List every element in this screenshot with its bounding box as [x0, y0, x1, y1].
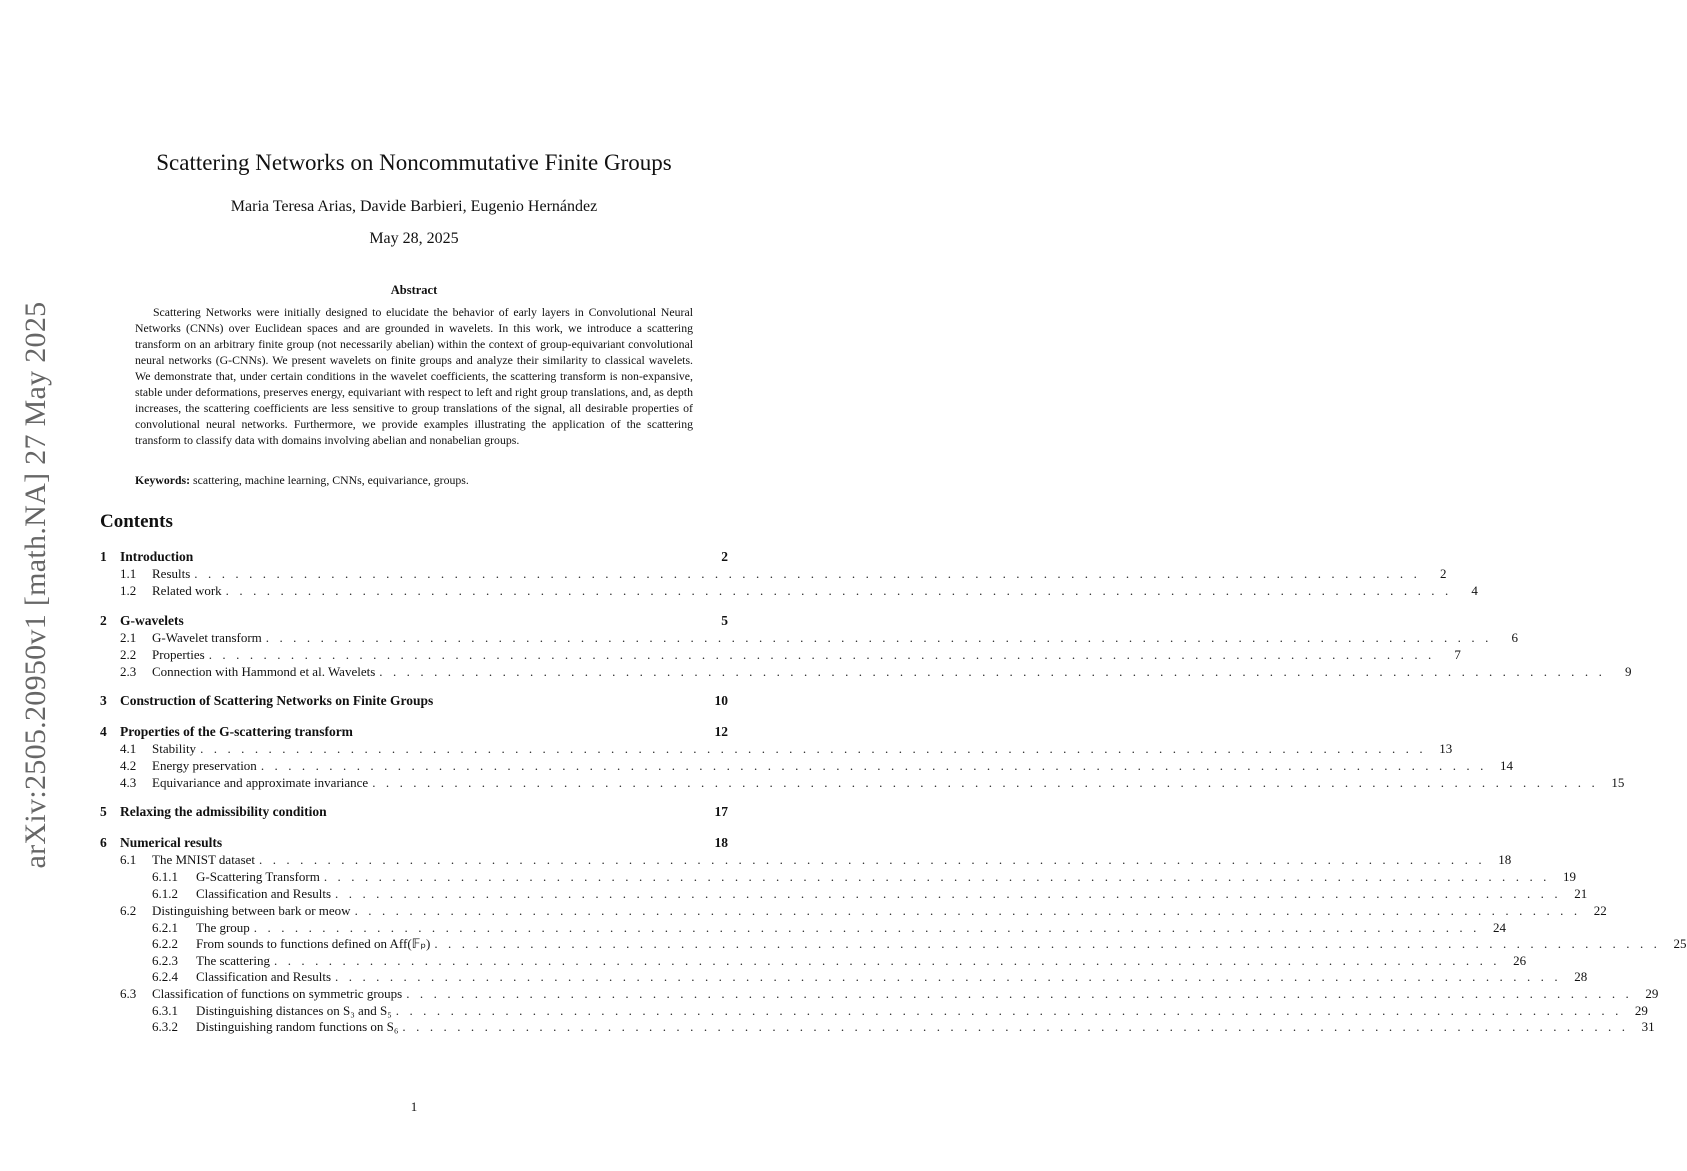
toc-entry-number: 4 — [100, 724, 107, 739]
toc-entry-page[interactable]: 29 — [1645, 986, 1659, 1001]
table-of-contents — [100, 0, 1687, 1171]
toc-leader-dots: . . . . . . . . . . . . . . . . . . . . . . . . . . . . . . . . . . . . . . . . . . . . . . . . . . . . . . . . . . . . . . . . . . . . . . . . . . . . . . . . . . . . . . . . . . — [225, 583, 1452, 598]
toc-entry-title[interactable]: Properties — [152, 647, 205, 662]
toc-entry-title[interactable]: Energy preservation — [152, 758, 257, 773]
toc-entry-title[interactable]: The MNIST dataset — [152, 852, 256, 867]
toc-entry[interactable] — [100, 612, 728, 629]
toc-entry-page[interactable]: 25 — [1673, 936, 1687, 951]
toc-entry[interactable] — [100, 548, 728, 565]
toc-entry[interactable] — [100, 740, 1453, 757]
toc-leader-dots: . . . . . . . . . . . . . . . . . . . . . . . . . . . . . . . . . . . . . . . . . . . . . . . . . . . . . . . . . . . . . . . . . . . . . . . . . . . . . . . . . . . . . . . . . . — [208, 647, 1435, 662]
toc-entry-title[interactable]: Numerical results — [120, 835, 223, 850]
toc-entry[interactable] — [100, 629, 1518, 646]
toc-entry[interactable] — [100, 968, 1588, 985]
toc-entry[interactable] — [100, 663, 1632, 680]
toc-entry-page[interactable]: 13 — [1439, 741, 1453, 756]
toc-entry-page[interactable]: 24 — [1492, 920, 1506, 935]
toc-entry-number: 6.2.1 — [152, 920, 178, 935]
toc-entry-page[interactable]: 5 — [721, 613, 728, 628]
toc-entry-number: 4.1 — [120, 741, 137, 756]
keywords-label: Keywords: — [135, 473, 191, 487]
toc-entry-number: 4.2 — [120, 758, 137, 773]
toc-entry-page[interactable]: 9 — [1624, 664, 1632, 679]
toc-entry[interactable] — [100, 834, 728, 851]
toc-entry-title[interactable]: The scattering — [196, 953, 270, 968]
toc-entry-number: 6.2 — [120, 903, 137, 918]
arxiv-sidebar-stamp — [14, 301, 58, 869]
toc-entry-page[interactable]: 29 — [1634, 1003, 1648, 1018]
toc-entry[interactable] — [100, 919, 1506, 936]
toc-entry-title[interactable]: G-Scattering Transform — [196, 869, 320, 884]
toc-entry-page[interactable]: 31 — [1641, 1019, 1655, 1034]
toc-leader-dots: . . . . . . . . . . . . . . . . . . . . . . . . . . . . . . . . . . . . . . . . . . . . . . . . . . . . . . . . . . . . . . . . . . . . . . . . . . . . . . . . . . . . . . . . . . — [395, 1003, 1622, 1018]
toc-entry-number: 2.3 — [120, 664, 137, 679]
toc-entry-page[interactable]: 2 — [1439, 566, 1447, 581]
toc-entry-page[interactable]: 14 — [1499, 758, 1513, 773]
toc-leader-dots: . . . . . . . . . . . . . . . . . . . . . . . . . . . . . . . . . . . . . . . . . . . . . . . . . . . . . . . . . . . . . . . . . . . . . . . . . . . . . . . . . . . . . . . . . . — [434, 936, 1661, 951]
toc-entry[interactable] — [100, 803, 728, 820]
toc-entry-number: 6.3.1 — [152, 1003, 178, 1018]
toc-entry[interactable] — [100, 985, 1659, 1002]
toc-leader-dots: . . . . . . . . . . . . . . . . . . . . . . . . . . . . . . . . . . . . . . . . . . . . . . . . . . . . . . . . . . . . . . . . . . . . . . . . . . . . . . . . . . . . . . . . . . — [354, 903, 1581, 918]
toc-entry[interactable] — [100, 565, 1447, 582]
toc-entry-page[interactable]: 12 — [714, 724, 728, 739]
toc-leader-dots: . . . . . . . . . . . . . . . . . . . . . . . . . . . . . . . . . . . . . . . . . . . . . . . . . . . . . . . . . . . . . . . . . . . . . . . . . . . . . . . . . . . . . . . . . . — [260, 758, 1487, 773]
toc-entry-number: 6.1 — [120, 852, 137, 867]
toc-leader-dots: . . . . . . . . . . . . . . . . . . . . . . . . . . . . . . . . . . . . . . . . . . . . . . . . . . . . . . . . . . . . . . . . . . . . . . . . . . . . . . . . . . . . . . . . . . — [259, 852, 1486, 867]
toc-entry-title[interactable]: Relaxing the admissibility condition — [120, 804, 327, 819]
toc-entry-page[interactable]: 22 — [1593, 903, 1607, 918]
toc-leader-dots: . . . . . . . . . . . . . . . . . . . . . . . . . . . . . . . . . . . . . . . . . . . . . . . . . . . . . . . . . . . . . . . . . . . . . . . . . . . . . . . . . . . . . . . . . . — [194, 566, 1421, 581]
toc-entry-page[interactable]: 17 — [714, 804, 728, 819]
toc-entry-number: 4.3 — [120, 775, 137, 790]
abstract-body: Scattering Networks were initially designed to elucidate the behavior of early layers in Convolutional Neural Networks (CNNs) over Euclidean spaces and are grounded in wavelets. In this work, we introduce a scattering transform on an arbitrary finite group (not necessarily abelian) within the context of group-equivariant convolutional neural networks (G-CNNs). We present wavelets on finite groups and analyze their similarity to classical wavelets. We demonstrate that, under certain conditions in the wavelet coefficients, the scattering transform is non-expansive, stable under deformations, preserves energy, equivariant with respect to left and right group translations, and, as depth increases, the scattering coefficients are less sensitive to group translations of the signal, all desirable properties of convolutional neural networks. Furthermore, we provide examples illustrating the application of the scattering transform to classify data with domains involving abelian and nonabelian groups. — [135, 305, 693, 447]
toc-entry-title[interactable]: G-Wavelet transform — [152, 630, 262, 645]
toc-entry-page[interactable]: 6 — [1511, 630, 1518, 645]
toc-entry-number: 1.1 — [120, 566, 137, 581]
toc-entry-title[interactable]: Introduction — [120, 549, 194, 564]
toc-leader-dots: . . . . . . . . . . . . . . . . . . . . . . . . . . . . . . . . . . . . . . . . . . . . . . . . . . . . . . . . . . . . . . . . . . . . . . . . . . . . . . . . . . . . . . . . . . — [253, 920, 1480, 935]
toc-entry[interactable] — [100, 757, 1513, 774]
toc-entry-number: 6.3 — [120, 986, 137, 1001]
toc-entry-number: 6.1.1 — [152, 869, 178, 884]
toc-leader-dots: . . . . . . . . . . . . . . . . . . . . . . . . . . . . . . . . . . . . . . . . . . . . . . . . . . . . . . . . . . . . . . . . . . . . . . . . . . . . . . . . . . . . . . . . . . — [200, 741, 1427, 756]
toc-entry-number: 3 — [100, 693, 107, 708]
toc-entry-number: 6.1.2 — [152, 886, 178, 901]
toc-entry-number: 1.2 — [120, 583, 137, 598]
toc-entry-title[interactable]: Classification and Results — [196, 886, 332, 901]
toc-entry-page[interactable]: 26 — [1513, 953, 1527, 968]
toc-entry-title[interactable]: Distinguishing random functions on S₆ — [196, 1019, 399, 1034]
page-number: 1 — [410, 1099, 418, 1114]
toc-entry[interactable] — [100, 885, 1588, 902]
toc-entry-title[interactable]: Properties of the G-scattering transform — [120, 724, 353, 739]
toc-entry-title[interactable]: Distinguishing between bark or meow — [152, 903, 351, 918]
toc-leader-dots: . . . . . . . . . . . . . . . . . . . . . . . . . . . . . . . . . . . . . . . . . . . . . . . . . . . . . . . . . . . . . . . . . . . . . . . . . . . . . . . . . . . . . . . . . . — [335, 969, 1562, 984]
abstract-heading: Abstract — [390, 283, 438, 297]
toc-entry-title[interactable]: Related work — [152, 583, 222, 598]
toc-entry-title[interactable]: Classification of functions on symmetric groups — [152, 986, 403, 1001]
toc-entry-title[interactable]: Distinguishing distances on S₃ and S₅ — [196, 1003, 392, 1018]
toc-entry[interactable] — [100, 582, 1478, 599]
toc-entry-page[interactable]: 18 — [1498, 852, 1512, 867]
toc-entry-number: 6 — [100, 835, 107, 850]
toc-entry-page[interactable]: 2 — [721, 549, 728, 564]
keywords-text: scattering, machine learning, CNNs, equivariance, groups. — [193, 473, 469, 487]
toc-leader-dots: . . . . . . . . . . . . . . . . . . . . . . . . . . . . . . . . . . . . . . . . . . . . . . . . . . . . . . . . . . . . . . . . . . . . . . . . . . . . . . . . . . . . . . . . . . — [379, 664, 1606, 679]
toc-entry-page[interactable]: 19 — [1563, 869, 1577, 884]
toc-leader-dots: . . . . . . . . . . . . . . . . . . . . . . . . . . . . . . . . . . . . . . . . . . . . . . . . . . . . . . . . . . . . . . . . . . . . . . . . . . . . . . . . . . . . . . . . . . — [335, 886, 1562, 901]
contents-heading: Contents — [100, 511, 173, 532]
toc-entry[interactable] — [100, 692, 728, 709]
toc-entry-number: 2.1 — [120, 630, 137, 645]
toc-entry[interactable] — [100, 868, 1577, 885]
toc-entry-title[interactable]: Equivariance and approximate invariance — [152, 775, 369, 790]
toc-entry-page[interactable]: 10 — [714, 693, 728, 708]
toc-entry-number: 6.2.3 — [152, 953, 178, 968]
toc-entry-number: 5 — [100, 804, 107, 819]
toc-leader-dots: . . . . . . . . . . . . . . . . . . . . . . . . . . . . . . . . . . . . . . . . . . . . . . . . . . . . . . . . . . . . . . . . . . . . . . . . . . . . . . . . . . . . . . . . . . — [274, 953, 1501, 968]
toc-entry-title[interactable]: G-wavelets — [120, 613, 184, 628]
toc-entry-title[interactable]: Classification and Results — [196, 969, 332, 984]
toc-entry[interactable] — [100, 952, 1527, 969]
toc-entry[interactable] — [100, 851, 1512, 868]
paper-date: May 28, 2025 — [369, 230, 459, 247]
toc-entry-title[interactable]: Connection with Hammond et al. Wavelets — [152, 664, 376, 679]
toc-entry[interactable] — [100, 1002, 1648, 1019]
toc-entry[interactable] — [100, 902, 1607, 919]
toc-entry-page[interactable]: 15 — [1611, 775, 1625, 790]
toc-leader-dots: . . . . . . . . . . . . . . . . . . . . . . . . . . . . . . . . . . . . . . . . . . . . . . . . . . . . . . . . . . . . . . . . . . . . . . . . . . . . . . . . . . . . . . . . . . — [406, 986, 1633, 1001]
toc-entry-title[interactable]: Stability — [152, 741, 197, 756]
toc-entry-page[interactable]: 18 — [714, 835, 728, 850]
toc-entry-number: 2 — [100, 613, 107, 628]
toc-entry-page[interactable]: 7 — [1454, 647, 1461, 662]
toc-leader-dots: . . . . . . . . . . . . . . . . . . . . . . . . . . . . . . . . . . . . . . . . . . . . . . . . . . . . . . . . . . . . . . . . . . . . . . . . . . . . . . . . . . . . . . . . . . — [265, 630, 1492, 645]
paper-authors: Maria Teresa Arias, Davide Barbieri, Eugenio Hernández — [230, 198, 598, 215]
toc-entry-number: 2.2 — [120, 647, 137, 662]
toc-entry-title[interactable]: Construction of Scattering Networks on Finite Groups — [120, 693, 434, 708]
paper-title: Scattering Networks on Noncommutative Finite Groups — [156, 150, 672, 175]
toc-entry[interactable] — [100, 646, 1461, 663]
toc-entry[interactable] — [100, 774, 1625, 791]
toc-entry-number: 6.2.4 — [152, 969, 178, 984]
toc-entry-page[interactable]: 28 — [1574, 969, 1588, 984]
toc-leader-dots: . . . . . . . . . . . . . . . . . . . . . . . . . . . . . . . . . . . . . . . . . . . . . . . . . . . . . . . . . . . . . . . . . . . . . . . . . . . . . . . . . . . . . . . . . . — [402, 1019, 1629, 1034]
toc-entry-number: 6.2.2 — [152, 936, 178, 951]
toc-leader-dots: . . . . . . . . . . . . . . . . . . . . . . . . . . . . . . . . . . . . . . . . . . . . . . . . . . . . . . . . . . . . . . . . . . . . . . . . . . . . . . . . . . . . . . . . . . — [323, 869, 1551, 884]
toc-entry-page[interactable]: 21 — [1574, 886, 1588, 901]
toc-entry[interactable] — [100, 1018, 1655, 1035]
toc-entry-number: 6.3.2 — [152, 1019, 178, 1034]
toc-entry[interactable] — [100, 723, 728, 740]
toc-leader-dots: . . . . . . . . . . . . . . . . . . . . . . . . . . . . . . . . . . . . . . . . . . . . . . . . . . . . . . . . . . . . . . . . . . . . . . . . . . . . . . . . . . . . . . . . . . — [372, 775, 1599, 790]
toc-entry-page[interactable]: 4 — [1471, 583, 1478, 598]
toc-entry-title[interactable]: The group — [196, 920, 250, 935]
arxiv-identifier: arXiv:2505.20950v1 [math.NA] 27 May 2025 — [19, 301, 52, 869]
toc-entry-title[interactable]: Results — [152, 566, 191, 581]
toc-entry-title[interactable]: From sounds to functions defined on Aff(𝔽ₚ) — [196, 936, 431, 951]
toc-entry-number: 1 — [100, 549, 107, 564]
toc-entry[interactable] — [100, 935, 1687, 952]
